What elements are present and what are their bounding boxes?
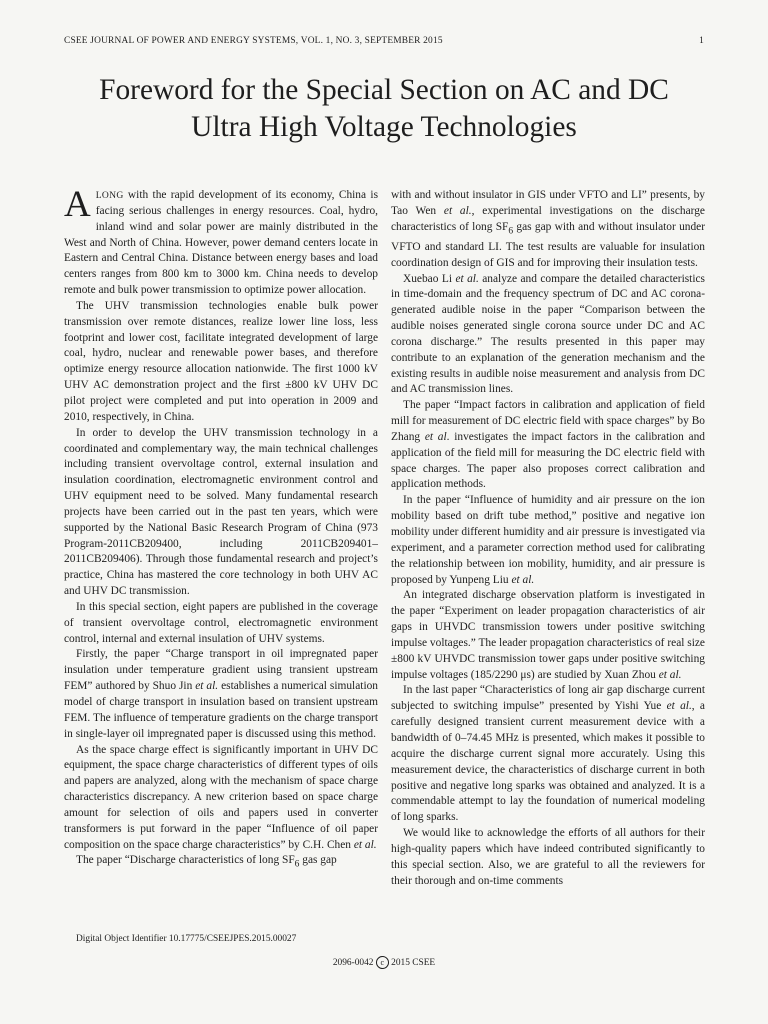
paragraph-discharge-current: In the last paper “Characteristics of long air gap discharge current subjected to switching impulse” presented by Yishi Yue et al., a carefully designed transient current measurement device with a bandwidth of 0–74.45 MHz is presented, which makes it possible to acquire the discharge current signal more accurately. Using this measurement device, the characteristics of discharge current in both positive and negative long sparks was obtained and analyzed. It is a commendable attempt to lay the foundation of numerical modeling of long sparks. xyxy=(391,684,705,824)
paragraph-charge-transport: Firstly, the paper “Charge transport in oil impregnated paper insulation under temperature gradient using transient upstream FEM” authored by Shuo Jin et al. establishes a numerical simulation model of charge transport in insulation based on transient upstream FEM. The influence of temperature gradients on the charge transport in single-layer oil impregnated paper is discussed using this method. xyxy=(64,648,378,740)
doi-footnote: Digital Object Identifier 10.17775/CSEEJPES.2015.00027 xyxy=(76,934,297,944)
journal-header: CSEE JOURNAL OF POWER AND ENERGY SYSTEMS, VOL. 1, NO. 3, SEPTEMBER 2015 xyxy=(64,36,443,46)
paragraph-section-overview: In this special section, eight papers are published in the coverage of transient overvoltage control, electromagnetic environment control, internal and external insulation of UHV systems. xyxy=(64,600,378,645)
paragraph-acknowledgements: We would like to acknowledge the efforts of all authors for their high-quality papers which have indeed contributed significantly to this special section. Also, we are grateful to all the reviewers for their thorough and on-time comments xyxy=(391,827,705,887)
page-number: 1 xyxy=(699,36,704,46)
right-column xyxy=(391,188,705,889)
paragraph-audible-noise: Xuebao Li et al. analyze and compare the detailed characteristics in time-domain and the frequency spectrum of DC and AC corona-generated audible noise in the paper “Comparison between the audible noises generated single corona source under DC and AC corona discharge.” The results presented in this paper may contribute to an explanation of the generation mechanism and the existing results in audible noise measurement and analysis from DC and AC transmission lines. xyxy=(391,272,705,396)
left-column xyxy=(64,184,378,874)
paragraph-leader-propagation: An integrated discharge observation platform is investigated in the paper “Experiment on leader propagation characteristics of air gaps in UHVDC transmission towers under positive switching impulse voltages.” The leader propagation characteristics of real size ±800 kV UHVDC transmission tower gaps under positive switching impulse voltages (185/2290 μs) are studied by Xuan Zhou et al. xyxy=(391,589,705,681)
paragraph-ion-mobility: In the paper “Influence of humidity and air pressure on the ion mobility based on drift tube method,” positive and negative ion mobility under different humidity and air pressure is investigated via experiment, and a parameter correction method used for calibrating the relationship between ion mobility, humidity, and air pressure is proposed by Yunpeng Liu et al. xyxy=(391,494,705,586)
title-line-2: Ultra High Voltage Technologies xyxy=(191,111,577,143)
copyright-icon: c xyxy=(376,956,389,969)
title-line-1: Foreword for the Special Section on AC and DC xyxy=(99,74,669,106)
paragraph-uhv: The UHV transmission technologies enable bulk power transmission over remote distances, realize lower line loss, less footprint and lower cost, facilitate integrated development of large coal, hydro, nuclear and renewable power bases, and therefore optimize energy resource allocation nationwide. The first 1000 kV UHV AC demonstration project and the first ±800 kV UHV DC pilot project were completed and put into operation in 2009 and 2010, respectively, in China. xyxy=(64,299,378,423)
paragraph-sf6-continued: with and without insulator in GIS under VFTO and LI” presents, by Tao Wen et al., experimental investigations on the discharge characteristics of long $SF_6$ gas gap with and without insulator under VFTO and standard LI. The test results are valuable for insulation coordination design of GIS and for improving their insulation tests. xyxy=(391,189,706,269)
lead-in-caps: LONG xyxy=(95,190,124,201)
paragraph-field-mill: The paper “Impact factors in calibration and application of field mill for measurement of DC electric field with space charges” by Bo Zhang et al. investigates the impact factors in the calibration and application of the field mill for measuring the DC electric field with space charges. The paper also proposes correct calibration and application methods. xyxy=(391,399,705,491)
paragraph-sf6-start: The paper “Discharge characteristics of long $SF_6$ gas gap xyxy=(76,854,337,870)
running-header xyxy=(64,36,704,46)
paragraph-space-charge: As the space charge effect is significantly important in UHV DC equipment, the space charge characteristics of different types of oils and papers are analyzed, along with the mechanism of space charge characteristics discrepancy. A new criterion based on space charge amount for selection of oils and papers used in converter transformers is put forward in the paper “Influence of oil paper composition on the space charge characteristics” by C.H. Chen et al. xyxy=(64,743,378,851)
copyright-line: 2096-0042 c 2015 CSEE xyxy=(332,958,436,968)
paragraph-intro: ALONG with the rapid development of its economy, China is facing serious challenges in energy resources. Coal, hydro, inland wind and solar power are mainly distributed in the West and North of China. However, power demand centers locate in Eastern and Central China. Distance between energy bases and load centers ranges from 800 km to 3000 km. China needs to develop remote and bulk power transmission to optimize power allocation. xyxy=(64,184,378,297)
drop-cap: A xyxy=(64,184,91,225)
paragraph-challenges: In order to develop the UHV transmission technology in a coordinated and complementary way, the main technical challenges including transient overvoltage control, external insulation and insulation coordination, electromagnetic environment control and UHV equipment need to be solved. Many fundamental research projects have been carried out in the past ten years, which were supported by the National Basic Research Program of China (973 Program-2011CB209400, including 2011CB209401–2011CB209406). Through those fundamental research and project’s practice, China has mastered the core technology in both UHV AC and UHV DC transmission. xyxy=(64,426,378,598)
paper-title xyxy=(40,72,728,146)
